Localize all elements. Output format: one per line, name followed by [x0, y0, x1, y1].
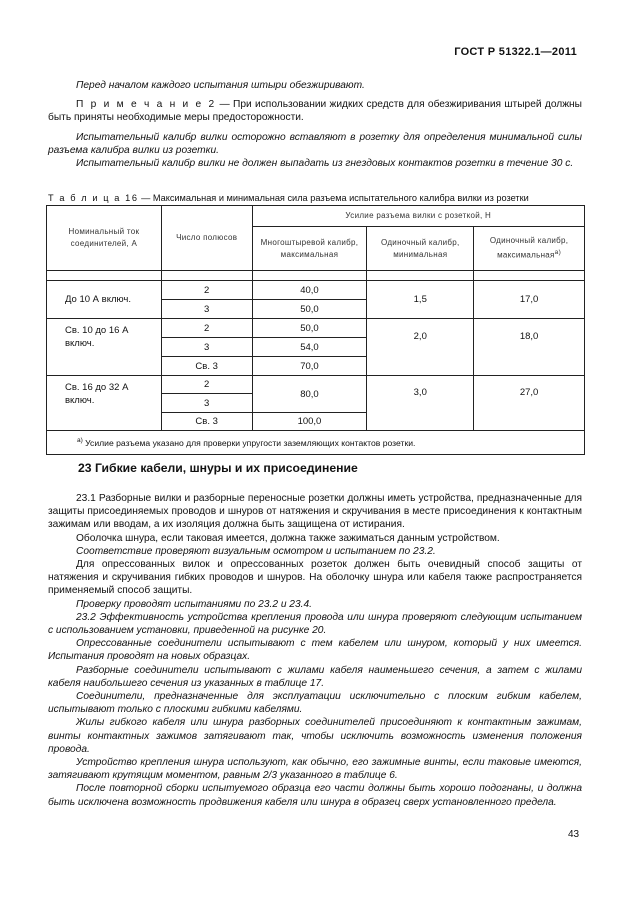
check-paragraph: Проверку проводят испытаниями по 23.2 и 23.4. — [76, 598, 312, 610]
single-min-cell: 2,0 — [367, 319, 474, 376]
multi-cell: 40,0 — [252, 281, 367, 300]
table-16 — [46, 205, 585, 455]
multi-cell: 50,0 — [252, 300, 367, 319]
current-cell: Св. 16 до 32 А включ. — [47, 376, 162, 431]
reassembly-paragraph: После повторной сборки испытуемого образца его части должны быть хорошо подогнаны, и должна быть исключена возможность продвижения кабеля или шнура в образец сверх установленного предела. — [48, 783, 582, 808]
single-min-cell: 1,5 — [367, 281, 474, 319]
spacer-cell — [47, 271, 162, 281]
table-row — [47, 281, 585, 300]
table-row — [47, 319, 585, 338]
multi-cell: 100,0 — [252, 413, 367, 431]
document-header: ГОСТ Р 51322.1—2011 — [454, 46, 577, 58]
header-multi-gauge: Многоштыревой калибр, максимальная — [252, 227, 367, 271]
rewirable-test-paragraph: Разборные соединители испытывают с жилами кабеля наименьшего сечения, а затем с жилами кабеля наибольшего сечения из указанных в таблице 17. — [48, 664, 582, 689]
compliance-paragraph: Соответствие проверяют визуальным осмотром и испытанием по 23.2. — [76, 545, 436, 557]
section-body — [48, 492, 582, 809]
multi-cell: 50,0 — [252, 319, 367, 338]
poles-cell: Св. 3 — [161, 357, 252, 376]
table-caption — [48, 193, 588, 203]
poles-cell: 3 — [161, 394, 252, 413]
multi-cell: 54,0 — [252, 338, 367, 357]
poles-cell: Св. 3 — [161, 413, 252, 431]
paragraph-23-1: 23.1 Разборные вилки и разборные переносные розетки должны иметь устройства, предназначенные для защиты присоединяемых проводов и шнуров от натяжения и скручивания в месте присоединения к контактным зажимам или вводам, а их изоляция должна быть защищена от истирания. — [48, 493, 582, 531]
moulded-test-paragraph: Опрессованные соединители испытывают с тем кабелем или шнуром, который у них имеется. Испытания проводят на новых образцах. — [48, 638, 582, 663]
note-label: П р и м е ч а н и е 2 — [76, 99, 217, 111]
header-footnote-mark: а) — [554, 249, 562, 257]
conductor-paragraph: Жилы гибкого кабеля или шнура разборных соединителей присоединяют к контактным зажимам, винты контактных зажимов затягивают так, чтобы исключить возможность изменения положения провода. — [48, 717, 582, 755]
table-row — [47, 376, 585, 394]
spacer-cell — [252, 271, 367, 281]
spacer-cell — [367, 271, 474, 281]
single-max-cell: 27,0 — [474, 376, 585, 431]
multi-cell: 80,0 — [252, 376, 367, 413]
header-single-max-text: Одиночный калибр, максимальная — [489, 236, 569, 260]
poles-cell: 3 — [161, 338, 252, 357]
header-single-min: Одиночный калибр, минимальная — [367, 227, 474, 271]
spacer-cell — [161, 271, 252, 281]
header-rated-current: Номинальный ток соединителей, А — [47, 206, 162, 271]
note-text: — При использовании жидких средств для обезжиривания штырей должны быть приняты необходимые меры предосторожности. — [48, 99, 582, 124]
spacer-cell — [474, 271, 585, 281]
page-number: 43 — [568, 829, 580, 840]
table-caption-text: — Максимальная и минимальная сила разъема испытательного калибра вилки из розетки — [138, 193, 529, 203]
current-cell: До 10 А включ. — [47, 281, 162, 319]
single-max-cell: 17,0 — [474, 281, 585, 319]
note-paragraph — [48, 98, 582, 124]
header-single-max — [474, 227, 585, 271]
section-heading: 23 Гибкие кабели, шнуры и их присоединение — [78, 461, 358, 475]
table-caption-label: Т а б л и ц а 16 — [48, 193, 139, 203]
sheath-paragraph: Оболочка шнура, если таковая имеется, должна также зажиматься данным устройством. — [76, 532, 500, 544]
table-footnote-row — [47, 431, 585, 455]
flat-cable-paragraph: Соединители, предназначенные для эксплуатации исключительно с плоским гибким кабелем, испытывают только с плоскими гибкими кабелями. — [48, 691, 582, 716]
intro-block — [48, 79, 582, 170]
current-cell: Св. 10 до 16 А включ. — [47, 319, 162, 376]
header-poles: Число полюсов — [161, 206, 252, 271]
degrease-paragraph: Перед началом каждого испытания штыри обезжиривают. — [76, 80, 365, 91]
footnote-mark: а) — [77, 437, 83, 444]
header-force: Усилие разъема вилки с розеткой, Н — [252, 206, 584, 227]
poles-cell: 2 — [161, 376, 252, 394]
single-min-cell: 3,0 — [367, 376, 474, 431]
insert-gauge-paragraph: Испытательный калибр вилки осторожно вставляют в розетку для определения минимальной силы разъема калибра вилки из розетки. — [48, 131, 582, 156]
table-footnote — [47, 431, 585, 455]
moulded-paragraph: Для опрессованных вилок и опрессованных розеток должен быть очевидный способ защиты от натяжения и скручивания гибких проводов и шнуров. На оболочку шнура или кабеля также распространяется применяемый способ защиты. — [48, 559, 582, 597]
paragraph-23-2: 23.2 Эффективность устройства крепления провода или шнура проверяют следующим испытанием с использованием установки, приведенной на рисунке 20. — [48, 611, 582, 637]
poles-cell: 3 — [161, 300, 252, 319]
poles-cell: 2 — [161, 281, 252, 300]
cord-anchorage-paragraph: Устройство крепления шнура используют, как обычно, его зажимные винты, если таковые имеются, затягивают крутящим моментом, равным 2/3 указанного в таблице 6. — [48, 757, 582, 782]
multi-cell: 70,0 — [252, 357, 367, 376]
poles-cell: 2 — [161, 319, 252, 338]
gauge-hold-paragraph: Испытательный калибр вилки не должен выпадать из гнездовых контактов розетки в течение 30 с. — [76, 158, 574, 170]
single-max-cell: 18,0 — [474, 319, 585, 376]
footnote-text: Усилие разъема указано для проверки упругости заземляющих контактов розетки. — [82, 437, 416, 448]
